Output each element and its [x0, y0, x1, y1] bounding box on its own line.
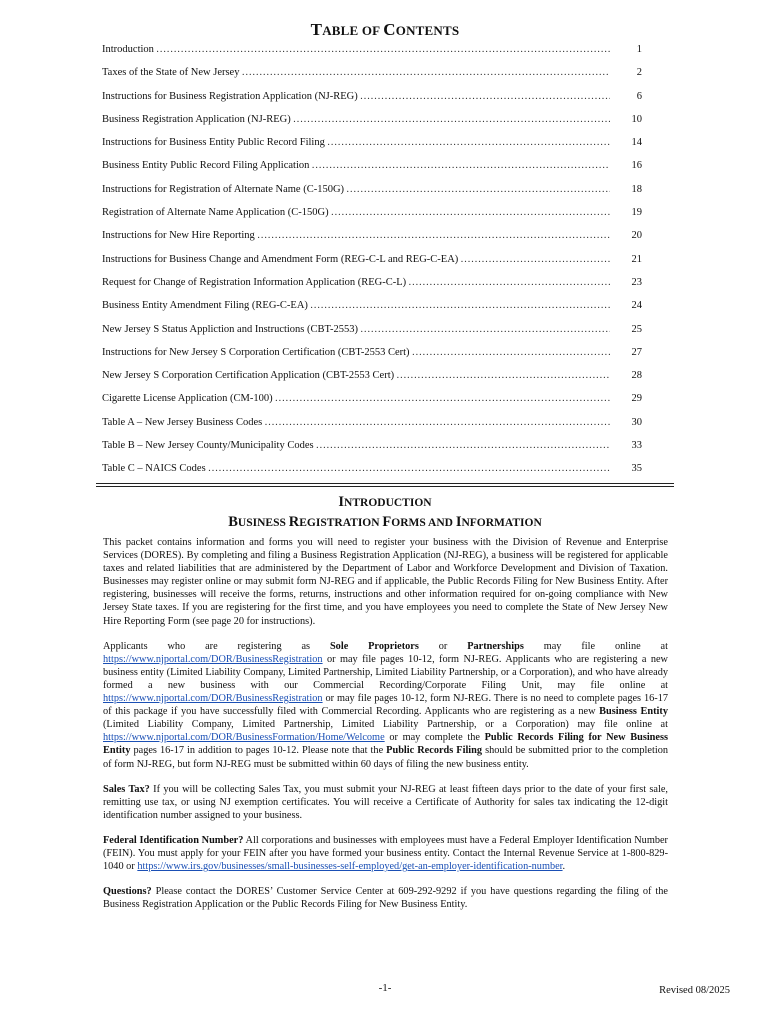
toc-leader-dots [412, 347, 610, 358]
toc-leader-dots [264, 417, 610, 428]
fein-paragraph: Federal Identification Number? All corporations and businesses with employees must have a Federal Employer Identification Number (FEIN). You must apply for your FEIN after you have formed your business entity. Contact the Internal Revenue Service at 1-800-829-1040 or https://www.irs.gov/businesses/small-businesses-self-employed/get-an-employer-identification-number. [103, 834, 668, 873]
divider [96, 483, 674, 484]
toc-leader-dots [316, 440, 610, 451]
toc-entry-title: Instructions for Business Entity Public Record Filing [102, 137, 325, 149]
toc-entry[interactable] [102, 91, 642, 114]
toc-entry[interactable] [102, 160, 642, 183]
questions-paragraph: Questions? Please contact the DORES’ Customer Service Center at 609-292-9292 if you have questions regarding the filing of the Business Registration Application or the Public Records Filing for New Business Entity. [103, 886, 668, 911]
toc-entry-page: 29 [631, 393, 642, 405]
divider [96, 486, 674, 487]
toc-leader-dots [311, 160, 610, 171]
section-heading-introduction: INTRODUCTION [338, 494, 432, 510]
sales-tax-paragraph: Sales Tax? If you will be collecting Sales Tax, you must submit your NJ-REG at least fifteen days prior to the date of your first sale, remitting use tax, or using NJ exemption certificates. You will receive a Certificate of Authority for sales tax indicating the 12-digit identification number assigned to your business. [103, 783, 668, 821]
toc-entry-title: Table C – NAICS Codes [102, 463, 206, 475]
toc-entry-page: 14 [631, 137, 642, 149]
toc-entry-page: 1 [636, 44, 642, 55]
toc-entry-title: Instructions for Business Registration Application (NJ-REG) [102, 90, 358, 102]
toc-entry[interactable] [102, 393, 642, 416]
toc-title [0, 20, 770, 40]
applicants-paragraph: Applicants who are registering as Sole Proprietors or Partnerships may file online at https://www.njportal.com/DOR/BusinessRegistration or may file pages 10-12, form NJ-REG. Applicants who are registering a new business entity (Limited Liability Company, Limited Partnership, Limited Liability Partnership, or a Corporation), and who have already formed a new business with our Commercial Recording/Corporate Filing Unit, may file online at https://www.njportal.com/DOR/BusinessRegistration or may file pages 10-12, form NJ-REG. There is no need to complete pages 16-17 of this package if you have successfully filed with Commercial Recording. Applicants who are registering as a new Business Entity (Limited Liability Company, Limited Partnership, Limited Liability Partnership, or a Corporation) may file online at https://www.njportal.com/DOR/BusinessFormation/Home/Welcome or may complete the Public Records Filing for New Business Entity pages 16-17 in addition to pages 10-12. Please note that the Public Records Filing should be submitted prior to the completion of form NJ-REG, but form NJ-REG must be submitted within 60 days of filing the new business entity. [103, 640, 668, 770]
toc-entry[interactable] [102, 324, 642, 347]
revision-date: Revised 08/2025 [659, 985, 730, 996]
toc-leader-dots [275, 393, 610, 404]
toc-entry-title: Taxes of the State of New Jersey [102, 67, 240, 79]
toc-leader-dots [241, 67, 610, 78]
toc-entry-title: Business Entity Public Record Filing Application [102, 160, 310, 172]
toc-entry-page: 21 [631, 253, 642, 265]
section-subheading: BUSINESS REGISTRATION FORMS AND INFORMATION [228, 514, 542, 530]
toc-entry[interactable] [102, 67, 642, 90]
toc-entry-page: 23 [631, 276, 642, 288]
toc-title-initial: C [383, 20, 396, 39]
toc-entry[interactable] [102, 277, 642, 300]
toc-title-part: ONTENTS [395, 23, 460, 38]
intro-paragraph: This packet contains information and forms you will need to register your business with the Division of Revenue and Enterprise Services (DORES). By completing and filing a Business Registration Application (NJ-REG), a business will be registered for applicable taxes and related liabilities that are administered by the Department of Labor and Workforce Development and Division of Taxation. Businesses may register online or may submit form NJ-REG and if applicable, the Public Records Filing for New Business Entity. After registering, businesses will receive the forms, returns, instructions and other information required for on-going compliance with New Jersey State taxes. If you are registering for the first time, and you have employees you need to complete the State of New Jersey New Hire Reporting Form (see page 20 for instructions). [103, 537, 668, 627]
toc-entry-title: Instructions for Registration of Alternate Name (C-150G) [102, 183, 345, 195]
toc-entry-page: 30 [631, 416, 642, 428]
toc-entry-page: 20 [631, 230, 642, 242]
toc-entry-title: Instructions for New Hire Reporting [102, 230, 255, 242]
toc-leader-dots [408, 277, 610, 288]
toc-entry-page: 19 [631, 207, 642, 219]
toc-leader-dots [346, 184, 610, 195]
toc-entry[interactable] [102, 137, 642, 160]
irs-fein-link[interactable]: https://www.irs.gov/businesses/small-businesses-self-employed/get-an-employer-identification-number [137, 861, 563, 873]
toc-leader-dots [460, 254, 610, 265]
toc-entry-page: 33 [631, 440, 642, 452]
toc-entry-page: 28 [631, 370, 642, 382]
toc-entry-page: 10 [631, 113, 642, 125]
toc-leader-dots [208, 463, 610, 474]
toc-entry[interactable] [102, 300, 642, 323]
toc-leader-dots [327, 137, 610, 148]
business-registration-link-2[interactable]: https://www.njportal.com/DOR/BusinessRegistration [103, 693, 323, 705]
toc-entry-page: 18 [631, 183, 642, 195]
toc-leader-dots [360, 91, 610, 102]
toc-entry-page: 24 [631, 300, 642, 312]
toc-entry-page: 27 [631, 346, 642, 358]
toc-entry-title: Instructions for New Jersey S Corporation Certification (CBT-2553 Cert) [102, 346, 410, 358]
toc-entry-page: 35 [631, 463, 642, 475]
toc-entry-title: Request for Change of Registration Information Application (REG-C-L) [102, 276, 407, 288]
business-formation-link[interactable]: https://www.njportal.com/DOR/BusinessFormation/Home/Welcome [103, 732, 385, 744]
introduction-body [103, 536, 668, 923]
toc-leader-dots [257, 230, 610, 241]
toc-entry[interactable] [102, 347, 642, 370]
toc-entry[interactable] [102, 230, 642, 253]
toc-leader-dots [396, 370, 610, 381]
business-registration-link[interactable]: https://www.njportal.com/DOR/BusinessRegistration [103, 653, 323, 665]
toc-title-initial: T [310, 20, 323, 39]
toc-title-part: ABLE OF [322, 23, 384, 38]
toc-leader-dots [360, 324, 610, 335]
toc-entry-title: Business Entity Amendment Filing (REG-C-EA) [102, 300, 308, 312]
toc-entry-title: New Jersey S Corporation Certification Application (CBT-2553 Cert) [102, 370, 395, 382]
toc-entry-title: Table B – New Jersey County/Municipality Codes [102, 440, 314, 452]
page-number: -1- [378, 982, 392, 994]
toc-entry-title: Instructions for Business Change and Amendment Form (REG-C-L and REG-C-EA) [102, 253, 459, 265]
toc-leader-dots [293, 114, 610, 125]
toc-leader-dots [156, 44, 610, 55]
toc-entry-page: 6 [636, 90, 642, 102]
toc-entry[interactable] [102, 184, 642, 207]
toc-entry[interactable] [102, 417, 642, 440]
toc-entry[interactable] [102, 254, 642, 277]
toc-entry[interactable] [102, 370, 642, 393]
toc-entry[interactable] [102, 440, 642, 463]
toc-entry-title: Introduction [102, 44, 154, 55]
toc-entry-title: Registration of Alternate Name Application (C-150G) [102, 207, 329, 219]
toc-entry-page: 16 [631, 160, 642, 172]
toc-entry[interactable] [102, 207, 642, 230]
toc-leader-dots [310, 300, 610, 311]
toc-entry[interactable] [102, 114, 642, 137]
toc-entry-page: 25 [631, 323, 642, 335]
toc-entry-title: New Jersey S Status Appliction and Instructions (CBT-2553) [102, 323, 358, 335]
toc-entry-title: Cigarette License Application (CM-100) [102, 393, 273, 405]
toc-entry[interactable] [102, 44, 642, 67]
table-of-contents [102, 44, 642, 487]
toc-entry-title: Table A – New Jersey Business Codes [102, 416, 263, 428]
toc-entry-page: 2 [636, 67, 642, 79]
toc-leader-dots [331, 207, 610, 218]
toc-entry-title: Business Registration Application (NJ-REG) [102, 113, 291, 125]
